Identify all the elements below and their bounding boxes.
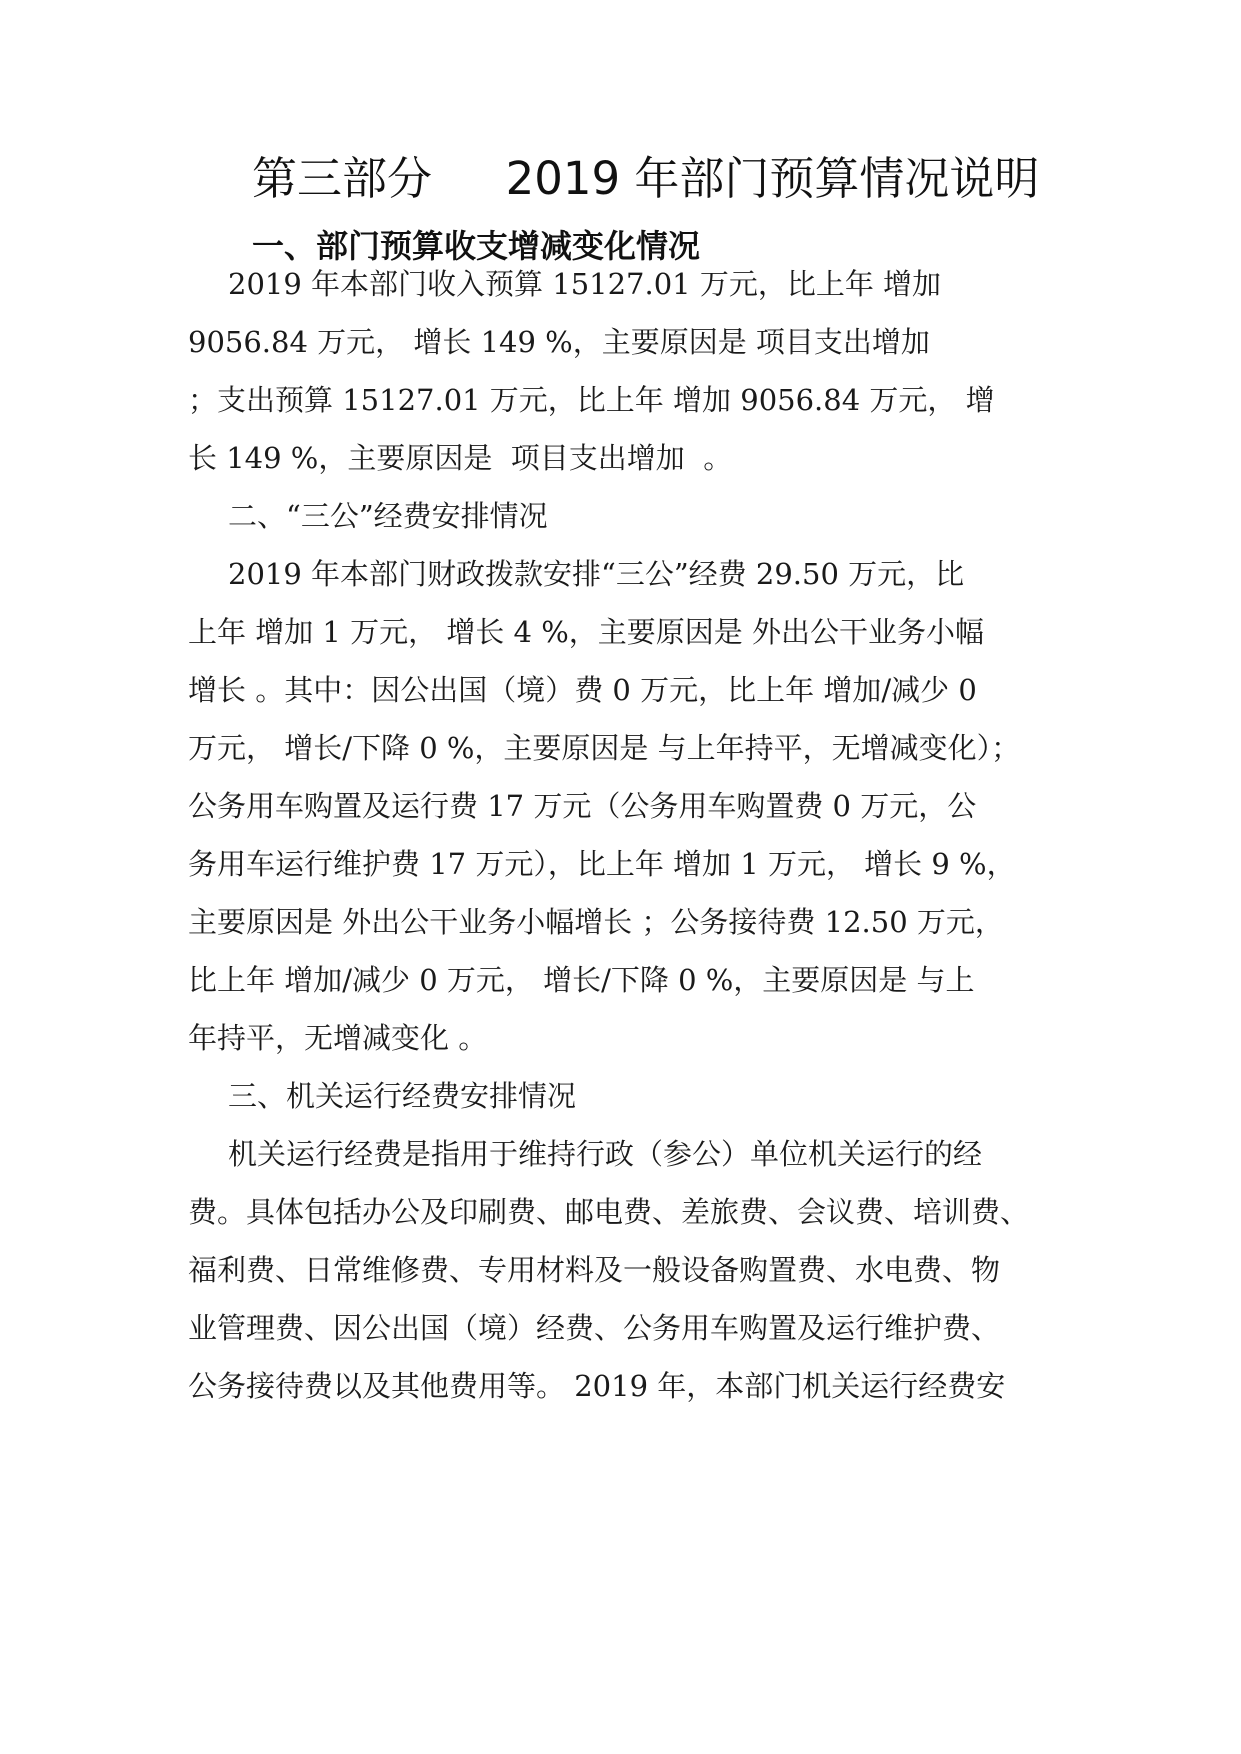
- paragraph-line: 年持平，无增减变化 。: [188, 1021, 488, 1055]
- paragraph-line: 2019 年本部门收入预算 15127.01 万元，比上年 增加: [228, 267, 942, 301]
- paragraph-line: 长 149 %，主要原因是 项目支出增加 。: [188, 441, 733, 475]
- paragraph-line: 上年 增加 1 万元， 增长 4 %，主要原因是 外出公干业务小幅: [188, 615, 984, 649]
- paragraph-line: ；支出预算 15127.01 万元，比上年 增加 9056.84 万元， 增: [188, 383, 995, 417]
- paragraph-line: 机关运行经费是指用于维持行政（参公）单位机关运行的经: [228, 1137, 983, 1171]
- paragraph-line: 公务接待费以及其他费用等。 2019 年，本部门机关运行经费安: [188, 1369, 1006, 1403]
- section-heading-budget-changes: 一、部门预算收支增减变化情况: [252, 227, 701, 265]
- paragraph-line: 公务用车购置及运行费 17 万元（公务用车购置费 0 万元，公: [188, 789, 977, 823]
- paragraph-line: 比上年 增加/减少 0 万元， 增长/下降 0 %，主要原因是 与上: [188, 963, 975, 997]
- page-title: 第三部分 2019 年部门预算情况说明: [252, 152, 1040, 205]
- section-heading-operating-expenses: 三、机关运行经费安排情况: [228, 1079, 577, 1113]
- paragraph-line: 万元， 增长/下降 0 %，主要原因是 与上年持平，无增减变化）；: [188, 731, 1021, 765]
- paragraph-line: 费。具体包括办公及印刷费、邮电费、差旅费、会议费、培训费、: [188, 1195, 1030, 1229]
- paragraph-line: 增长 。其中：因公出国（境）费 0 万元，比上年 增加/减少 0: [188, 673, 977, 707]
- paragraph-line: 2019 年本部门财政拨款安排“三公”经费 29.50 万元，比: [228, 557, 965, 591]
- paragraph-line: 业管理费、因公出国（境）经费、公务用车购置及运行维护费、: [188, 1311, 1001, 1345]
- paragraph-line: 9056.84 万元， 增长 149 %，主要原因是 项目支出增加: [188, 325, 930, 359]
- paragraph-line: 福利费、日常维修费、专用材料及一般设备购置费、水电费、物: [188, 1253, 1001, 1287]
- paragraph-line: 主要原因是 外出公干业务小幅增长 ；公务接待费 12.50 万元，: [188, 905, 1004, 939]
- paragraph-line: 务用车运行维护费 17 万元），比上年 增加 1 万元， 增长 9 %，: [188, 847, 1016, 881]
- section-heading-three-public: 二、“三公”经费安排情况: [228, 499, 548, 533]
